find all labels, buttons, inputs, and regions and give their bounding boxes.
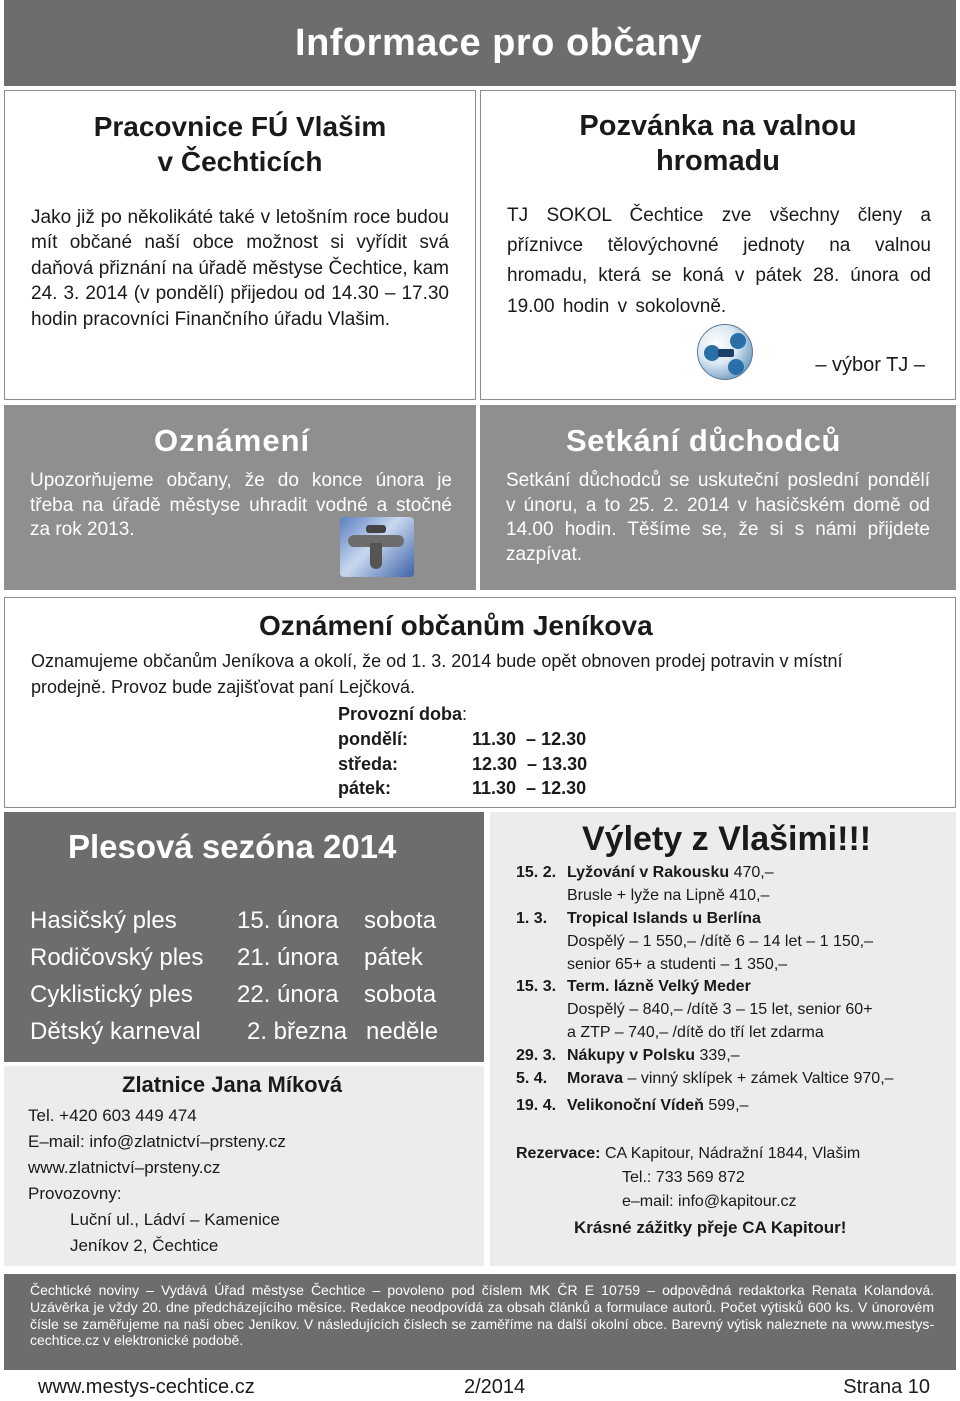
trip-date: 29. 3. <box>516 1047 557 1064</box>
opening-hours-colon: : <box>462 704 468 724</box>
table-row <box>30 976 438 1013</box>
page-header <box>4 0 956 86</box>
vylety-ad <box>490 812 956 1266</box>
hours-time: 12.30 – 13.30 <box>472 753 588 774</box>
setkani-text: Setkání důchodců se uskuteční poslední pondělí v únoru, a to 25. 2. 2014 v hasičském domě od 14.00 hodin. Těšíme se, že si s námi přijdete zazpívat. <box>506 470 930 566</box>
trip-info: 470,– <box>729 864 774 881</box>
hours-time: 11.30 – 12.30 <box>472 778 587 799</box>
ples-weekday: neděle <box>366 1017 439 1045</box>
ples-weekday: sobota <box>364 980 437 1008</box>
zlatnice-web: www.zlatnictví–prsteny.cz <box>28 1158 221 1177</box>
list-item <box>516 1068 946 1091</box>
trip-name: Lyžování v Rakousku <box>567 864 730 881</box>
oznameni-title: Oznámení <box>154 423 311 458</box>
zlatnice-email: E–mail: info@zlatnictví–prsteny.cz <box>28 1132 286 1151</box>
oznameni-text: Upozorňujeme občany, že do konce února je třeba na úřadě městyse uhradit vodné a stočné za rok 2013. <box>30 470 452 541</box>
zlatnice-ad <box>4 1066 484 1266</box>
zlatnice-place: Jeníkov 2, Čechtice <box>70 1236 219 1255</box>
zlatnice-title: Zlatnice Jana Míková <box>122 1072 343 1097</box>
table-row <box>30 939 438 976</box>
hours-time: 11.30 – 12.30 <box>472 728 587 749</box>
trip-detail: Dospělý – 840,– /dítě 3 – 15 let, senior 60+ <box>567 1001 873 1019</box>
jenikov-title: Oznámení občanům Jeníkova <box>259 610 653 641</box>
zlatnice-provozovny-label: Provozovny: <box>28 1184 122 1203</box>
trip-date: 15. 2. <box>516 864 557 881</box>
list-item <box>516 1045 946 1068</box>
reservation-address: CA Kapitour, Nádražní 1844, Vlašim <box>600 1145 861 1162</box>
trip-name: Velikonoční Vídeň <box>567 1096 704 1114</box>
ples-name: Cyklistický ples <box>30 980 193 1008</box>
opening-hours-table <box>338 727 587 801</box>
table-row <box>30 1013 438 1050</box>
list-item <box>516 862 946 908</box>
hours-day: pondělí: <box>338 728 408 749</box>
trip-date: 15. 3. <box>516 978 557 996</box>
reservation-email: e–mail: info@kapitour.cz <box>622 1193 797 1210</box>
footer-website: www.mestys-cechtice.cz <box>38 1376 255 1398</box>
soccer-ball-icon <box>697 324 753 380</box>
pozvanka-signature: – výbor TJ – <box>815 354 925 376</box>
list-item <box>516 908 946 977</box>
trip-info: – vinný sklípek + zámek Valtice 970,– <box>623 1069 894 1087</box>
trip-info: 599,– <box>703 1096 749 1114</box>
ples-name: Rodičovský ples <box>30 943 204 971</box>
trip-list <box>516 862 946 1118</box>
ples-weekday: pátek <box>364 943 423 971</box>
imprint-text: Čechtické noviny – Vydává Úřad městyse Čechtice – povoleno pod číslem MK ČR E 10759 – odpovědná redaktorka Renata Kolandová. Uzávěrka je vždy 20. dne předcházejícího měsíce. Redakce neodpovídá za obsah článků a formulace autorů. Počet výtisků 600 ks. V únorovém čísle se zaměřujeme na naši obec Jeníkov. V následujících číslech se zaměříme na další okolní obce. Barevný výtisk naleznete na www.mestys-cechtice.cz v elektronické podobě. <box>30 1282 934 1349</box>
pozvanka-title-line2: hromadu <box>655 144 781 177</box>
pozvanka-text: TJ SOKOL Čechtice zve všechny členy a příznivce tělovýchovné jednoty na valnou hromadu, která se koná v pátek 28. února od 19.00 hodin v sokolovně. <box>507 204 931 317</box>
pozvanka-title-line1: Pozvánka na valnou <box>579 110 857 142</box>
opening-hours <box>338 702 587 801</box>
footer-page-number: Strana 10 <box>843 1376 930 1398</box>
jenikov-article <box>4 597 956 808</box>
page-footer <box>0 1376 960 1401</box>
pozvanka-title <box>481 109 955 179</box>
trip-info: 339,– <box>695 1047 740 1064</box>
trip-name: Morava <box>567 1069 624 1087</box>
hours-row <box>338 776 587 801</box>
plesova-sezona-box <box>4 812 484 1062</box>
oznameni-article <box>4 405 476 590</box>
trip-name: Tropical Islands u Berlína <box>567 909 761 927</box>
trip-name: Term. lázně Velký Meder <box>567 978 751 996</box>
page-title: Informace pro občany <box>295 22 702 64</box>
imprint-box <box>4 1274 956 1370</box>
table-row <box>30 902 438 939</box>
zlatnice-place: Luční ul., Ládví – Kamenice <box>70 1210 280 1229</box>
ples-date: 2. března <box>247 1017 348 1045</box>
trip-detail: senior 65+ a studenti – 1 350,– <box>567 955 788 973</box>
trip-detail: Dospělý – 1 550,– /dítě 6 – 14 let – 1 150,– <box>567 932 873 950</box>
pozvanka-article <box>480 90 956 400</box>
reservation-info <box>516 1142 860 1214</box>
footer-issue: 2/2014 <box>464 1376 526 1398</box>
ples-name: Hasičský ples <box>30 906 177 934</box>
hours-row <box>338 752 587 777</box>
vylety-greeting: Krásné zážitky přeje CA Kapitour! <box>574 1218 847 1237</box>
ples-date: 21. února <box>237 943 339 971</box>
trip-name: Nákupy v Polsku <box>567 1047 696 1064</box>
reservation-label: Rezervace: <box>516 1145 601 1162</box>
ples-weekday: sobota <box>364 906 437 934</box>
ples-date: 22. února <box>237 980 339 1008</box>
reservation-phone: Tel.: 733 569 872 <box>622 1169 745 1186</box>
setkani-article <box>480 405 956 590</box>
hours-row <box>338 727 587 752</box>
zlatnice-phone: Tel. +420 603 449 474 <box>28 1106 197 1125</box>
fu-title-line1: Pracovnice FÚ Vlašim <box>93 111 387 142</box>
list-item <box>516 976 946 1045</box>
hours-day: pátek: <box>338 778 392 799</box>
ples-name: Dětský karneval <box>30 1017 201 1045</box>
ples-date: 15. února <box>237 906 339 934</box>
fu-vlasim-text: Jako již po několikáté také v letošním roce budou mít občané naší obce možnost si vyřídit svá daňová přiznání na úřadě městyse Čechtice, kam 24. 3. 2014 (v pondělí) přijedou od 14.30 – 17.30 hodin pracovníci Finančního úřadu Vlašim. <box>31 207 449 330</box>
hours-day: středa: <box>338 753 399 774</box>
trip-date: 5. 4. <box>516 1069 548 1087</box>
fu-title-line2: v Čechticích <box>157 146 323 177</box>
list-item <box>516 1095 946 1118</box>
setkani-title: Setkání důchodců <box>566 423 841 458</box>
trip-date: 19. 4. <box>516 1096 557 1114</box>
ples-title: Plesová sezóna 2014 <box>68 828 397 865</box>
opening-hours-title-text: Provozní doba <box>338 704 463 724</box>
opening-hours-title <box>338 702 587 727</box>
fu-vlasim-article <box>4 90 476 400</box>
trip-detail: a ZTP – 740,– /dítě do tří let zdarma <box>567 1024 824 1042</box>
trip-detail: Brusle + lyže na Lipně 410,– <box>567 886 770 904</box>
trip-date: 1. 3. <box>516 909 548 927</box>
zlatnice-contact <box>28 1103 286 1259</box>
vylety-title: Výlety z Vlašimi!!! <box>582 820 872 858</box>
ples-table <box>30 902 438 1050</box>
jenikov-text: Oznamujeme občanům Jeníkova a okolí, že od 1. 3. 2014 bude opět obnoven prodej potravin v místní prodejně. Provoz bude zajišťovat paní Lejčková. <box>31 651 843 698</box>
fu-vlasim-title <box>5 109 475 179</box>
water-tap-icon <box>340 517 414 577</box>
